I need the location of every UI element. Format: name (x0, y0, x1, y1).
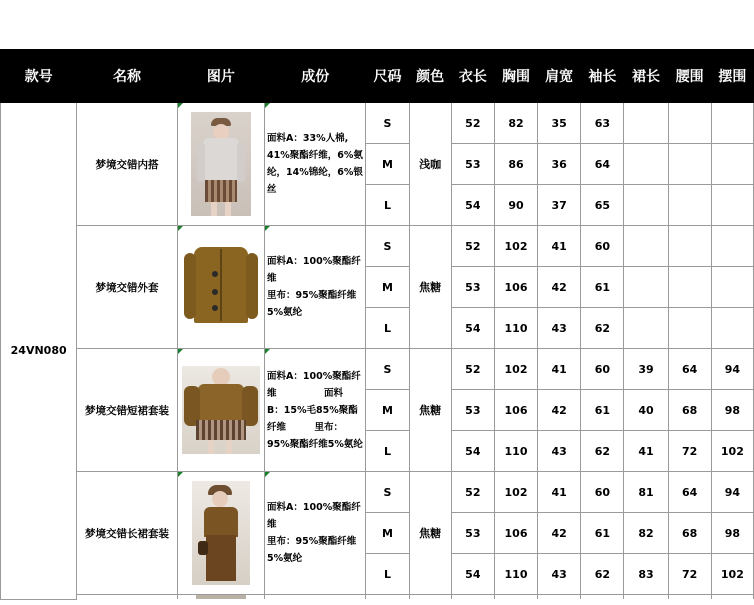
measure-chest-cell[interactable]: 102 (494, 226, 537, 267)
measure-hem-cell[interactable]: 98 (711, 513, 753, 554)
measure-chest-cell[interactable]: 110 (494, 431, 537, 472)
photo-detail (226, 440, 232, 454)
measure-chest-cell[interactable]: 110 (494, 554, 537, 595)
measure-sleeve-cell[interactable]: 65 (581, 185, 624, 226)
composition-line: 维 (267, 273, 277, 284)
measure-chest-cell[interactable]: 110 (494, 308, 537, 349)
photo-detail (196, 420, 246, 440)
size-cell[interactable]: S (366, 349, 409, 390)
measure-waist-cell[interactable]: 72 (668, 554, 711, 595)
cell-marker-icon (178, 226, 183, 231)
product-image-cell[interactable] (177, 226, 264, 349)
measure-sleeve-cell[interactable]: 61 (581, 390, 624, 431)
measure-shoulder-cell[interactable]: 41 (538, 472, 581, 513)
empty-cell[interactable] (711, 595, 753, 600)
measure-hem-cell[interactable]: 94 (711, 349, 753, 390)
measure-shoulder-cell[interactable]: 41 (538, 349, 581, 390)
measure-skirt-length-cell[interactable]: 81 (624, 472, 668, 513)
measure-sleeve-cell[interactable]: 60 (581, 472, 624, 513)
photo-detail (206, 535, 236, 581)
measure-chest-cell[interactable]: 106 (494, 390, 537, 431)
measure-sleeve-cell[interactable]: 60 (581, 349, 624, 390)
measure-length-cell[interactable]: 52 (451, 472, 494, 513)
measure-length-cell[interactable]: 54 (451, 308, 494, 349)
measure-shoulder-cell[interactable]: 43 (538, 431, 581, 472)
product-photo-icon (196, 595, 246, 599)
composition-line: 面料A：100%聚酯纤 (267, 256, 361, 267)
product-name-cell[interactable]: 梦境交错短裙套装 (77, 349, 177, 472)
measure-shoulder-cell[interactable]: 37 (538, 185, 581, 226)
product-photo-icon (184, 243, 258, 331)
photo-detail (184, 253, 196, 319)
measure-length-cell[interactable]: 54 (451, 554, 494, 595)
measure-length-cell[interactable]: 52 (451, 349, 494, 390)
cell-marker-icon (178, 349, 183, 354)
size-chart-table (0, 49, 754, 600)
measure-shoulder-cell[interactable]: 43 (538, 308, 581, 349)
empty-cell[interactable] (451, 595, 494, 600)
composition-line: B：15%毛85%聚酯 (267, 404, 358, 416)
measure-shoulder-cell[interactable]: 35 (538, 103, 581, 144)
measure-shoulder-cell[interactable]: 41 (538, 226, 581, 267)
size-cell[interactable]: M (366, 513, 409, 554)
measure-skirt-length-cell[interactable]: 83 (624, 554, 668, 595)
composition-line: 面料A：33%人棉, (267, 133, 349, 144)
composition-line: 纤维 里布： (267, 421, 344, 433)
header-sleeve[interactable]: 袖长 (581, 50, 624, 103)
header-row (1, 50, 754, 103)
color-cell[interactable]: 焦糖 (409, 472, 451, 595)
measure-hem-cell[interactable]: 98 (711, 390, 753, 431)
composition-line: 41%聚酯纤维，6%氨 (267, 150, 363, 161)
cell-marker-icon (178, 472, 183, 477)
empty-cell[interactable] (366, 595, 409, 600)
composition-cell[interactable] (265, 349, 366, 472)
header-size[interactable]: 尺码 (366, 50, 409, 103)
color-cell[interactable]: 焦糖 (409, 226, 451, 349)
empty-cell[interactable] (538, 595, 581, 600)
table-row (1, 349, 754, 390)
photo-detail (204, 507, 238, 537)
measure-chest-cell[interactable]: 106 (494, 513, 537, 554)
header-chest[interactable]: 胸围 (494, 50, 537, 103)
product-photo-icon (191, 112, 251, 216)
product-photo-icon (192, 481, 250, 585)
measure-hem-cell[interactable] (711, 185, 753, 226)
composition-line: 维 (267, 519, 277, 530)
measure-chest-cell[interactable]: 102 (494, 349, 537, 390)
composition-line: 纶，14%锦纶，6%银 (267, 167, 363, 178)
photo-detail (237, 142, 245, 182)
composition-line: 面料A：100%聚酯纤 (267, 502, 361, 513)
header-shoulder[interactable]: 肩宽 (538, 50, 581, 103)
composition-line: 维 面料 (267, 387, 344, 399)
photo-detail (225, 202, 231, 216)
measure-skirt-length-cell[interactable] (624, 308, 668, 349)
photo-detail (220, 249, 222, 321)
table-row (1, 472, 754, 513)
measure-skirt-length-cell[interactable] (624, 103, 668, 144)
measure-hem-cell[interactable] (711, 308, 753, 349)
header-style-code[interactable]: 款号 (1, 50, 77, 103)
photo-detail (203, 138, 239, 182)
size-cell[interactable]: M (366, 390, 409, 431)
composition-cell[interactable] (265, 472, 366, 595)
measure-chest-cell[interactable]: 86 (494, 144, 537, 185)
measure-skirt-length-cell[interactable]: 40 (624, 390, 668, 431)
size-cell[interactable]: S (366, 226, 409, 267)
photo-detail (212, 491, 228, 507)
cell-marker-icon (265, 349, 270, 354)
size-cell[interactable]: M (366, 144, 409, 185)
product-image-cell[interactable] (177, 103, 264, 226)
measure-waist-cell[interactable] (668, 267, 711, 308)
size-cell[interactable]: M (366, 267, 409, 308)
measure-hem-cell[interactable]: 102 (711, 554, 753, 595)
measure-sleeve-cell[interactable]: 62 (581, 431, 624, 472)
header-color[interactable]: 颜色 (409, 50, 451, 103)
header-skirt-length[interactable]: 裙长 (624, 50, 668, 103)
empty-cell[interactable] (77, 595, 177, 600)
measure-skirt-length-cell[interactable] (624, 185, 668, 226)
measure-waist-cell[interactable]: 68 (668, 513, 711, 554)
size-cell[interactable]: S (366, 472, 409, 513)
measure-shoulder-cell[interactable]: 43 (538, 554, 581, 595)
composition-cell[interactable] (265, 103, 366, 226)
product-photo-icon (182, 366, 260, 454)
cell-marker-icon (178, 103, 183, 108)
measure-shoulder-cell[interactable]: 42 (538, 513, 581, 554)
cell-marker-icon (265, 226, 270, 231)
empty-cell[interactable] (494, 595, 537, 600)
measure-waist-cell[interactable]: 64 (668, 472, 711, 513)
measure-length-cell[interactable]: 53 (451, 144, 494, 185)
measure-waist-cell[interactable] (668, 103, 711, 144)
measure-sleeve-cell[interactable]: 64 (581, 144, 624, 185)
photo-detail (211, 202, 217, 216)
empty-cell[interactable] (624, 595, 668, 600)
header-image[interactable]: 图片 (177, 50, 264, 103)
header-composition[interactable]: 成份 (265, 50, 366, 103)
measure-sleeve-cell[interactable]: 61 (581, 267, 624, 308)
measure-waist-cell[interactable]: 64 (668, 349, 711, 390)
photo-detail (205, 180, 237, 202)
style-code-cell[interactable]: 24VN080 (1, 103, 77, 600)
product-name-cell[interactable]: 梦境交错长裙套装 (77, 472, 177, 595)
measure-skirt-length-cell[interactable] (624, 267, 668, 308)
measure-chest-cell[interactable]: 82 (494, 103, 537, 144)
header-name[interactable]: 名称 (77, 50, 177, 103)
size-cell[interactable]: L (366, 554, 409, 595)
size-cell[interactable]: S (366, 103, 409, 144)
measure-chest-cell[interactable]: 106 (494, 267, 537, 308)
measure-length-cell[interactable]: 54 (451, 431, 494, 472)
measure-waist-cell[interactable]: 72 (668, 431, 711, 472)
measure-length-cell[interactable]: 53 (451, 390, 494, 431)
measure-sleeve-cell[interactable]: 63 (581, 103, 624, 144)
measure-skirt-length-cell[interactable]: 82 (624, 513, 668, 554)
composition-line: 5%氨纶 (267, 553, 303, 564)
composition-line: 里布：95%聚酯纤维 (267, 290, 357, 301)
measure-length-cell[interactable]: 52 (451, 226, 494, 267)
empty-cell[interactable] (409, 595, 451, 600)
photo-detail (212, 305, 218, 311)
measure-shoulder-cell[interactable]: 42 (538, 390, 581, 431)
size-cell[interactable]: L (366, 431, 409, 472)
measure-waist-cell[interactable] (668, 308, 711, 349)
measure-chest-cell[interactable]: 90 (494, 185, 537, 226)
measure-waist-cell[interactable] (668, 185, 711, 226)
composition-line: 里布：95%聚酯纤维 (267, 536, 357, 547)
measure-hem-cell[interactable] (711, 103, 753, 144)
header-hem[interactable]: 摆围 (711, 50, 753, 103)
photo-detail (208, 440, 214, 454)
product-name-cell[interactable]: 梦境交错内搭 (77, 103, 177, 226)
photo-detail (212, 289, 218, 295)
product-name-cell[interactable]: 梦境交错外套 (77, 226, 177, 349)
size-cell[interactable]: L (366, 185, 409, 226)
measure-skirt-length-cell[interactable]: 39 (624, 349, 668, 390)
header-length[interactable]: 衣长 (451, 50, 494, 103)
product-image-cell[interactable] (177, 349, 264, 472)
measure-length-cell[interactable]: 54 (451, 185, 494, 226)
cell-marker-icon (265, 103, 270, 108)
product-image-cell[interactable] (177, 472, 264, 595)
composition-line: 丝 (267, 184, 277, 195)
cell-marker-icon (265, 472, 270, 477)
measure-hem-cell[interactable] (711, 267, 753, 308)
composition-cell[interactable] (265, 226, 366, 349)
composition-line: 面料A：100%聚酯纤 (267, 370, 361, 382)
photo-detail (198, 541, 208, 555)
empty-cell[interactable] (265, 595, 366, 600)
header-waist[interactable]: 腰围 (668, 50, 711, 103)
photo-detail (198, 384, 244, 420)
measure-waist-cell[interactable] (668, 144, 711, 185)
table-row (1, 595, 754, 600)
measure-skirt-length-cell[interactable] (624, 226, 668, 267)
measure-sleeve-cell[interactable]: 62 (581, 308, 624, 349)
table-row (1, 103, 754, 144)
composition-line: 95%聚酯纤维5%氨纶 (267, 438, 363, 450)
photo-detail (197, 142, 205, 182)
size-cell[interactable]: L (366, 308, 409, 349)
empty-cell[interactable] (177, 595, 264, 600)
measure-length-cell[interactable]: 53 (451, 513, 494, 554)
measure-shoulder-cell[interactable]: 36 (538, 144, 581, 185)
table-row (1, 226, 754, 267)
measure-length-cell[interactable]: 53 (451, 267, 494, 308)
composition-line: 5%氨纶 (267, 307, 303, 318)
measure-waist-cell[interactable]: 68 (668, 390, 711, 431)
measure-sleeve-cell[interactable]: 62 (581, 554, 624, 595)
measure-shoulder-cell[interactable]: 42 (538, 267, 581, 308)
photo-detail (246, 253, 258, 319)
measure-skirt-length-cell[interactable]: 41 (624, 431, 668, 472)
measure-hem-cell[interactable]: 102 (711, 431, 753, 472)
color-cell[interactable]: 焦糖 (409, 349, 451, 472)
measure-hem-cell[interactable] (711, 144, 753, 185)
measure-length-cell[interactable]: 52 (451, 103, 494, 144)
measure-chest-cell[interactable]: 102 (494, 472, 537, 513)
color-cell[interactable]: 浅咖 (409, 103, 451, 226)
measure-hem-cell[interactable] (711, 226, 753, 267)
measure-sleeve-cell[interactable]: 61 (581, 513, 624, 554)
measure-skirt-length-cell[interactable] (624, 144, 668, 185)
measure-hem-cell[interactable]: 94 (711, 472, 753, 513)
empty-cell[interactable] (668, 595, 711, 600)
photo-detail (212, 271, 218, 277)
measure-sleeve-cell[interactable]: 60 (581, 226, 624, 267)
empty-cell[interactable] (581, 595, 624, 600)
measure-waist-cell[interactable] (668, 226, 711, 267)
